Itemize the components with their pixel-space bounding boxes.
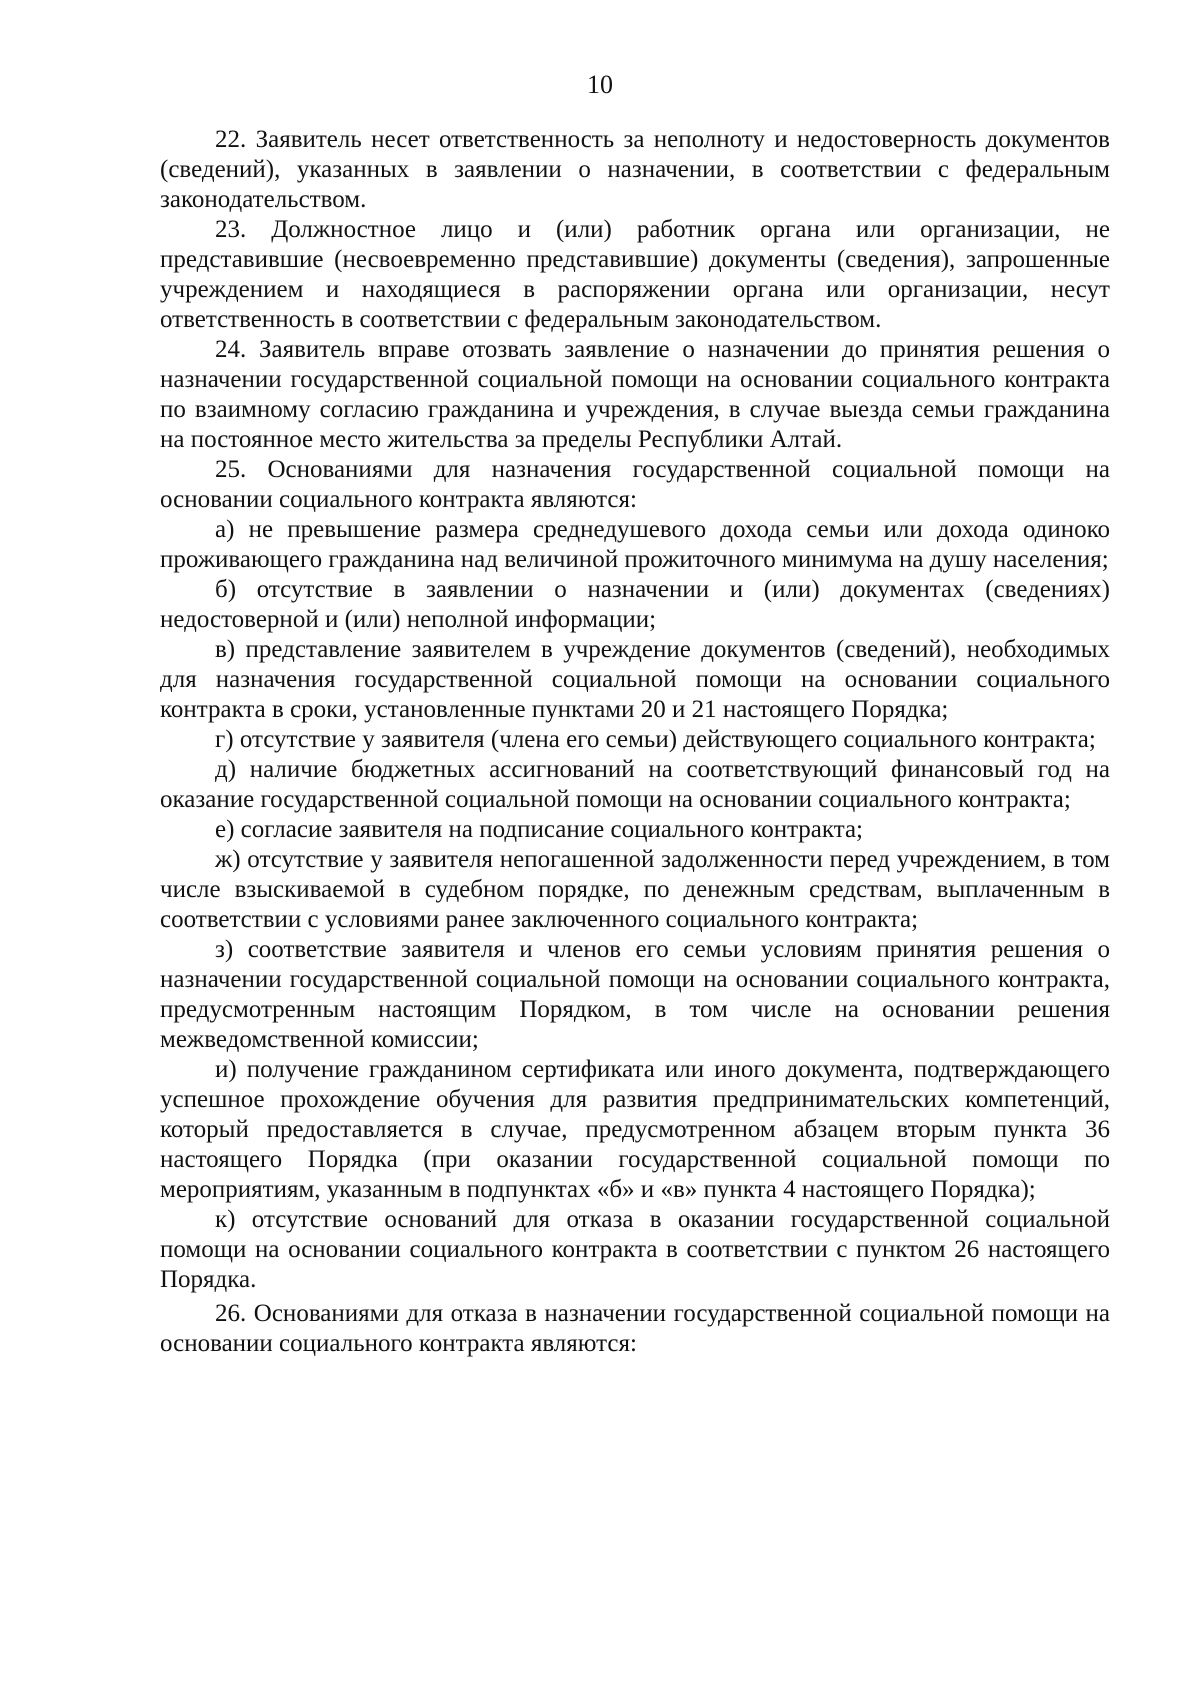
subitem-k: к) отсутствие оснований для отказа в оказании государственной социальной помощи на основании социального контракта в соответствии с пунктом 26 настоящего Порядка. [160,1206,1110,1293]
subitem-d: д) наличие бюджетных ассигнований на соответствующий финансовый год на оказание государственной социальной помощи на основании социального контракта; [160,756,1110,813]
document-body [160,125,1110,1359]
subitem-i: и) получение гражданином сертификата или иного документа, подтверждающего успешное прохождение обучения для развития предпринимательских компетенций, который предоставляется в случае, предусмотренном абзацем вторым пункта 36 настоящего Порядка (при оказании государственной социальной помощи по мероприятиям, указанным в подпунктах «б» и «в» пункта 4 настоящего Порядка); [160,1056,1110,1203]
paragraph-23: 23. Должностное лицо и (или) работник органа или организации, не представившие (несвоевременно представившие) документы (сведения), запрошенные учреждением и находящиеся в распоряжении органа или организации, несут ответственность в соответствии с федеральным законодательством. [160,216,1110,333]
subitem-g: г) отсутствие у заявителя (члена его семьи) действующего социального контракта; [215,726,1096,753]
subitem-v: в) представление заявителем в учреждение документов (сведений), необходимых для назначения государственной социальной помощи на основании социального контракта в сроки, установленные пунктами 20 и 21 настоящего Порядка; [160,636,1110,723]
subitem-e: е) согласие заявителя на подписание социального контракта; [215,816,863,843]
subitem-a: а) не превышение размера среднедушевого дохода семьи или дохода одиноко проживающего гражданина над величиной прожиточного минимума на душу населения; [160,516,1110,573]
subitem-zh: ж) отсутствие у заявителя непогашенной задолженности перед учреждением, в том числе взыскиваемой в судебном порядке, по денежным средствам, выплаченным в соответствии с условиями ранее заключенного социального контракта; [160,846,1110,933]
paragraph-24: 24. Заявитель вправе отозвать заявление о назначении до принятия решения о назначении государственной социальной помощи на основании социального контракта по взаимному согласию гражданина и учреждения, в случае выезда семьи гражданина на постоянное место жительства за пределы Республики Алтай. [160,336,1110,453]
paragraph-26: 26. Основаниями для отказа в назначении государственной социальной помощи на основании социального контракта являются: [160,1300,1110,1357]
paragraph-22: 22. Заявитель несет ответственность за неполноту и недостоверность документов (сведений), указанных в заявлении о назначении, в соответствии с федеральным законодательством. [160,126,1110,213]
paragraph-25: 25. Основаниями для назначения государственной социальной помощи на основании социального контракта являются: [160,456,1110,513]
subitem-b: б) отсутствие в заявлении о назначении и (или) документах (сведениях) недостоверной и (или) неполной информации; [160,576,1110,633]
page-number: 10 [587,70,613,99]
subitem-z: з) соответствие заявителя и членов его семьи условиям принятия решения о назначении государственной социальной помощи на основании социального контракта, предусмотренным настоящим Порядком, в том числе на основании решения межведомственной комиссии; [160,936,1110,1053]
